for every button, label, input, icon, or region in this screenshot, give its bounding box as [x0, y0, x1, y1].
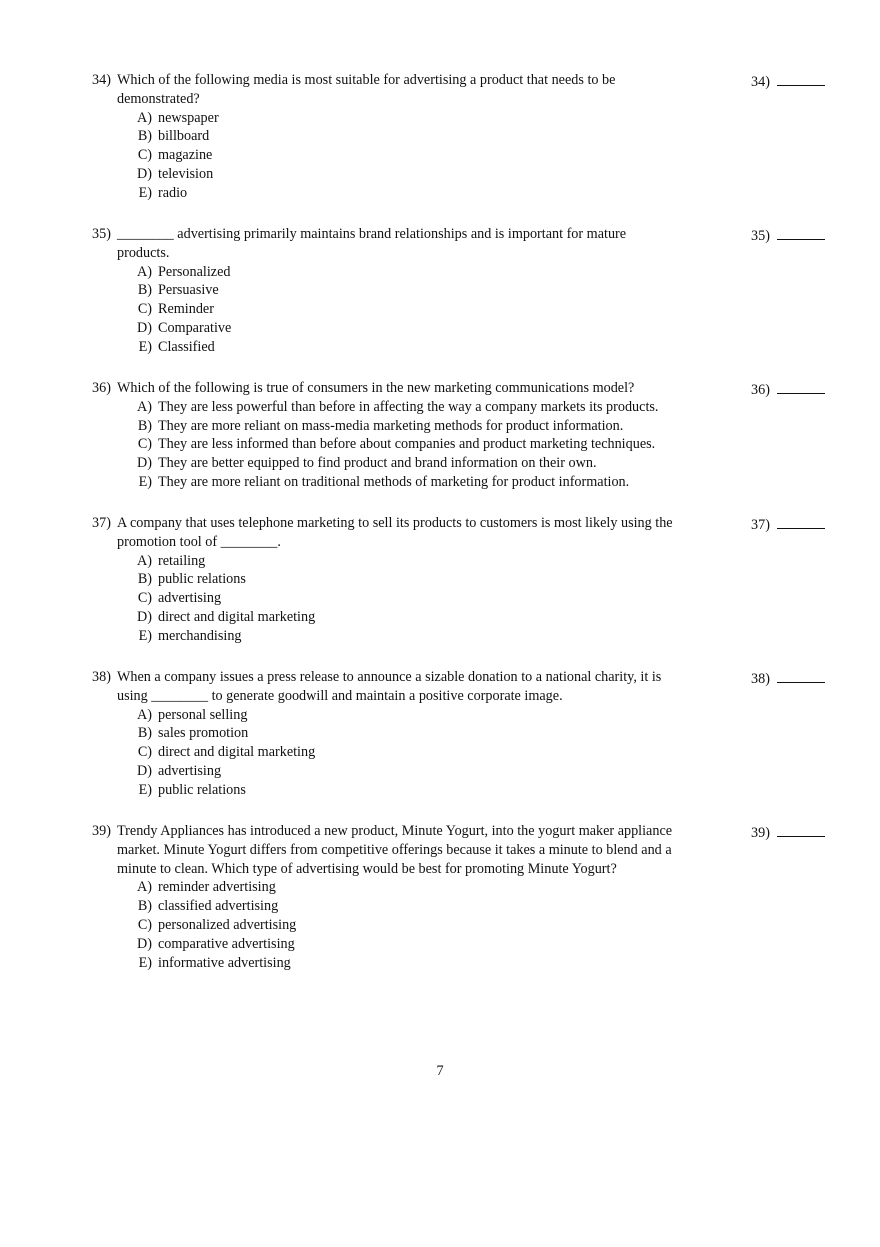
option-d[interactable] [92, 319, 880, 338]
option-b[interactable] [92, 417, 880, 436]
option-letter: E) [138, 781, 152, 798]
answer-marker-number: 39) [751, 825, 770, 841]
option-list [92, 263, 880, 357]
option-text: They are less powerful than before in affecting the way a company markets its products. [158, 398, 659, 415]
option-list [92, 706, 880, 800]
option-a[interactable] [92, 706, 880, 725]
option-b[interactable] [92, 127, 880, 146]
question-number: 37) [92, 515, 111, 531]
question-stem [92, 514, 880, 552]
option-text: advertising [158, 762, 222, 779]
option-letter: D) [137, 608, 152, 625]
option-list [92, 552, 880, 646]
option-text: They are better equipped to find product and brand information on their own. [158, 455, 597, 472]
option-letter: B) [137, 282, 152, 299]
option-letter: E) [138, 473, 152, 490]
answer-blank[interactable] [777, 71, 825, 86]
option-text: Classified [158, 338, 215, 355]
answer-marker [751, 379, 825, 400]
option-text: They are less informed than before about companies and product marketing techniques. [158, 436, 656, 453]
option-text: reminder advertising [158, 879, 276, 896]
answer-marker-number: 38) [751, 671, 770, 687]
option-letter: E) [138, 627, 152, 644]
option-letter: D) [137, 762, 152, 779]
question-stem [92, 379, 880, 398]
option-letter: C) [137, 301, 152, 318]
option-d[interactable] [92, 608, 880, 627]
option-letter: A) [137, 263, 152, 280]
option-letter: B) [137, 571, 152, 588]
question-number: 34) [92, 72, 111, 88]
option-text: radio [158, 184, 188, 201]
option-text: direct and digital marketing [158, 744, 316, 761]
option-text: Persuasive [158, 282, 219, 299]
answer-marker-number: 37) [751, 517, 770, 533]
option-letter: C) [137, 436, 152, 453]
option-text: Personalized [158, 263, 231, 280]
option-letter: B) [137, 128, 152, 145]
option-c[interactable] [92, 916, 880, 935]
answer-marker-number: 34) [751, 74, 770, 90]
option-a[interactable] [92, 552, 880, 571]
question-36 [92, 379, 880, 492]
option-d[interactable] [92, 454, 880, 473]
answer-marker [751, 822, 825, 843]
option-letter: D) [137, 165, 152, 182]
option-text: magazine [158, 147, 213, 164]
question-stem [92, 668, 880, 706]
answer-blank[interactable] [777, 514, 825, 529]
option-text: merchandising [158, 627, 242, 644]
option-letter: A) [137, 552, 152, 569]
question-stem [92, 71, 880, 109]
option-list [92, 109, 880, 203]
option-letter: C) [137, 744, 152, 761]
question-number: 39) [92, 823, 111, 839]
question-text: Which of the following is true of consumers in the new marketing communications model? [117, 380, 635, 396]
option-list [92, 398, 880, 492]
option-text: They are more reliant on traditional methods of marketing for product information. [158, 473, 630, 490]
option-letter: D) [137, 319, 152, 336]
answer-blank[interactable] [777, 668, 825, 683]
question-text: Which of the following media is most suitable for advertising a product that needs to be demonstrated? [117, 72, 616, 107]
question-text: A company that uses telephone marketing to sell its products to customers is most likely using the promotion tool of ________. [117, 515, 673, 550]
option-text: retailing [158, 552, 206, 569]
question-stem [92, 822, 880, 878]
question-number: 35) [92, 226, 111, 242]
option-b[interactable] [92, 724, 880, 743]
option-letter: E) [138, 954, 152, 971]
option-e[interactable] [92, 473, 880, 492]
option-d[interactable] [92, 165, 880, 184]
option-text: television [158, 165, 214, 182]
option-c[interactable] [92, 435, 880, 454]
answer-marker [751, 71, 825, 92]
question-stem [92, 225, 880, 263]
option-b[interactable] [92, 281, 880, 300]
option-e[interactable] [92, 781, 880, 800]
option-b[interactable] [92, 897, 880, 916]
answer-blank[interactable] [777, 822, 825, 837]
option-a[interactable] [92, 109, 880, 128]
option-text: classified advertising [158, 898, 279, 915]
answer-marker [751, 514, 825, 535]
answer-marker-number: 35) [751, 228, 770, 244]
option-text: billboard [158, 128, 210, 145]
option-a[interactable] [92, 398, 880, 417]
option-text: Comparative [158, 319, 232, 336]
option-letter: D) [137, 455, 152, 472]
option-text: They are more reliant on mass-media marketing methods for product information. [158, 417, 624, 434]
option-c[interactable] [92, 300, 880, 319]
option-e[interactable] [92, 627, 880, 646]
page-number: 7 [436, 1063, 444, 1079]
option-letter: D) [137, 935, 152, 952]
question-34 [92, 71, 880, 203]
option-b[interactable] [92, 570, 880, 589]
answer-marker [751, 668, 825, 689]
option-letter: A) [137, 109, 152, 126]
option-text: Reminder [158, 301, 214, 318]
option-letter: B) [137, 725, 152, 742]
option-a[interactable] [92, 878, 880, 897]
question-text: When a company issues a press release to announce a sizable donation to a national charity, it is using ________ to generate goodwill and maintain a positive corporate image. [117, 669, 662, 704]
option-c[interactable] [92, 589, 880, 608]
option-letter: C) [137, 916, 152, 933]
option-letter: A) [137, 398, 152, 415]
option-text: public relations [158, 781, 246, 798]
option-text: public relations [158, 571, 246, 588]
option-letter: B) [137, 417, 152, 434]
question-number: 36) [92, 380, 111, 396]
option-list [92, 878, 880, 972]
question-text: Trendy Appliances has introduced a new product, Minute Yogurt, into the yogurt maker appliance market. Minute Yogurt differs from competitive offerings because it takes a minute to blend and a minute to clean. Which type of advertising would be best for promoting Minute Yogurt? [117, 823, 673, 877]
option-text: informative advertising [158, 954, 291, 971]
option-c[interactable] [92, 146, 880, 165]
answer-blank[interactable] [777, 225, 825, 240]
question-number: 38) [92, 669, 111, 685]
option-text: advertising [158, 590, 222, 607]
answer-marker [751, 225, 825, 246]
question-39 [92, 822, 880, 972]
option-a[interactable] [92, 263, 880, 282]
option-text: personalized advertising [158, 916, 297, 933]
question-35 [92, 225, 880, 357]
answer-blank[interactable] [777, 379, 825, 394]
option-d[interactable] [92, 762, 880, 781]
option-text: direct and digital marketing [158, 608, 316, 625]
option-text: comparative advertising [158, 935, 295, 952]
option-letter: C) [137, 590, 152, 607]
option-letter: A) [137, 879, 152, 896]
option-e[interactable] [92, 184, 880, 203]
option-text: personal selling [158, 706, 248, 723]
option-text: newspaper [158, 109, 219, 126]
option-e[interactable] [92, 338, 880, 357]
option-letter: A) [137, 706, 152, 723]
question-38 [92, 668, 880, 800]
option-letter: E) [138, 184, 152, 201]
question-37 [92, 514, 880, 646]
answer-marker-number: 36) [751, 382, 770, 398]
option-text: sales promotion [158, 725, 249, 742]
option-c[interactable] [92, 743, 880, 762]
option-letter: E) [138, 338, 152, 355]
option-d[interactable] [92, 935, 880, 954]
question-text: ________ advertising primarily maintains brand relationships and is important for mature products. [117, 226, 627, 261]
option-letter: C) [137, 147, 152, 164]
option-e[interactable] [92, 954, 880, 973]
option-letter: B) [137, 898, 152, 915]
